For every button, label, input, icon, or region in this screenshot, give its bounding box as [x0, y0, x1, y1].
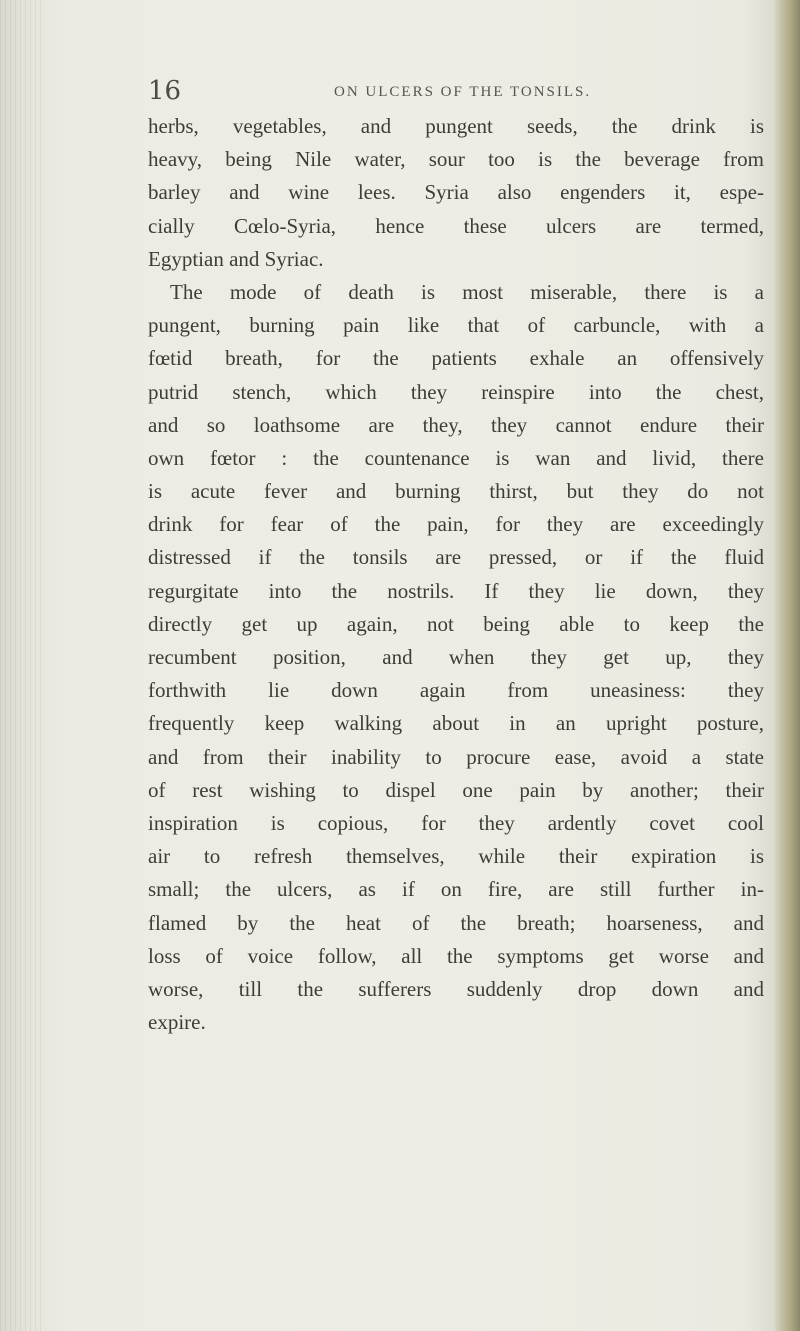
text-line: pungent, burning pain like that of carbuncle, with a: [148, 313, 764, 338]
text-line: herbs, vegetables, and pungent seeds, the drink is: [148, 114, 764, 138]
text-line: and from their inability to procure ease, avoid a state: [148, 744, 764, 769]
text-line: worse, till the sufferers suddenly drop down and: [148, 976, 764, 1001]
text-line: of rest wishing to dispel one pain by another; their: [148, 777, 764, 802]
text-line: heavy, being Nile water, sour too is the beverage from: [148, 147, 764, 172]
text-line: cially Cœlo-Syria, hence these ulcers are termed,: [148, 213, 764, 238]
text-line: distressed if the tonsils are pressed, or if the fluid: [148, 545, 764, 570]
text-line: flamed by the heat of the breath; hoarseness, and: [148, 910, 764, 935]
text-line: is acute fever and burning thirst, but they do not: [148, 479, 764, 504]
text-line: own fœtor : the countenance is wan and livid, there: [148, 445, 764, 470]
body-text: [148, 110, 764, 1039]
text-line: directly get up again, not being able to keep the: [148, 611, 764, 636]
text-line: putrid stench, which they reinspire into the chest,: [148, 379, 764, 404]
text-line: loss of voice follow, all the symptoms get worse and: [148, 943, 764, 968]
text-line: forthwith lie down again from uneasiness: they: [148, 678, 764, 703]
text-line: The mode of death is most miserable, there is a: [170, 279, 764, 304]
text-line: drink for fear of the pain, for they are exceedingly: [148, 512, 764, 537]
page-number: 16: [148, 76, 182, 106]
text-line: air to refresh themselves, while their expiration is: [148, 844, 764, 869]
page-binding-edge-right: [774, 0, 800, 1331]
text-line: small; the ulcers, as if on fire, are still further in-: [148, 877, 764, 902]
text-line: frequently keep walking about in an upright posture,: [148, 711, 764, 736]
text-line: barley and wine lees. Syria also engenders it, espe-: [148, 180, 764, 205]
text-line: regurgitate into the nostrils. If they lie down, they: [148, 578, 764, 603]
text-line: and so loathsome are they, they cannot endure their: [148, 412, 764, 437]
text-line: Egyptian and Syriac.: [148, 246, 324, 271]
running-head: ON ULCERS OF THE TONSILS.: [334, 84, 592, 100]
text-line: fœtid breath, for the patients exhale an offensively: [148, 346, 764, 371]
text-line: inspiration is copious, for they ardently covet cool: [148, 810, 764, 835]
text-line: expire.: [148, 1010, 206, 1035]
page-binding-edge-left: [0, 0, 44, 1331]
text-line: recumbent position, and when they get up, they: [148, 645, 764, 669]
